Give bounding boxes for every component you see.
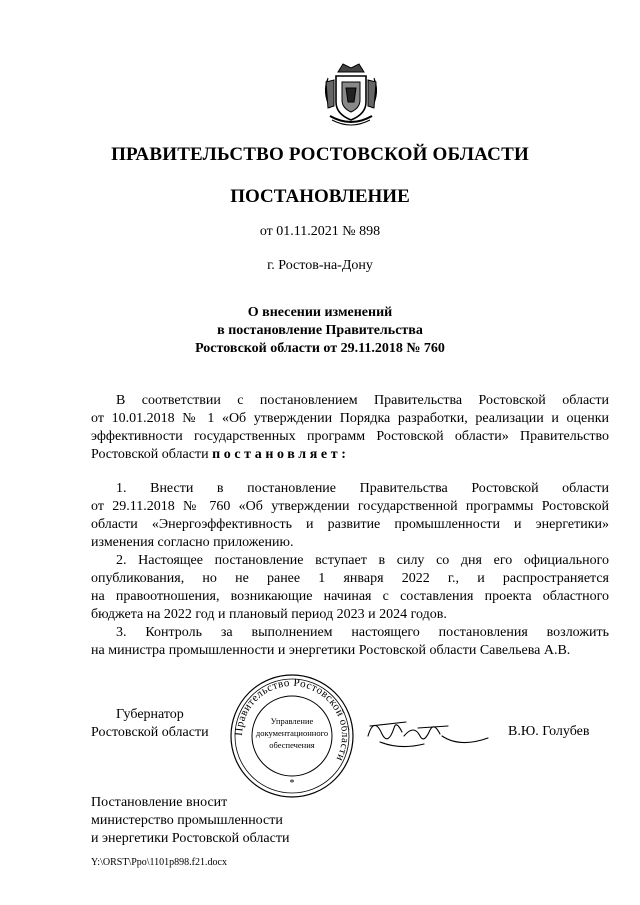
footer-line: Постановление вносит (91, 795, 228, 810)
footer-line: министерство промышленности (91, 813, 283, 828)
subject-line: в постановление Правительства (217, 323, 423, 338)
resolution-word: постановляет: (212, 447, 350, 462)
item-1-paragraph (91, 480, 609, 552)
submitted-by-note (91, 794, 289, 848)
document-type: ПОСТАНОВЛЕНИЕ (230, 186, 410, 207)
item-3-paragraph (91, 624, 609, 660)
position-line: Ростовской области (91, 725, 209, 740)
governor-name: В.Ю. Голубев (508, 724, 590, 739)
stamp-inner-line: Управление (270, 716, 314, 726)
preamble-last-prefix: Ростовской области (91, 447, 213, 462)
document-date-number: от 01.11.2021 № 898 (259, 224, 381, 239)
file-path: Y:\ORST\Ppo\1101p898.f21.docx (91, 857, 227, 868)
item-line: 1. Внести в постановление Правительства Ростовской области (116, 481, 609, 496)
stamp-inner-line: документационного (255, 728, 329, 738)
preamble-line: эффективности государственных программ Ростовской области» Правительство (91, 429, 609, 444)
government-title: ПРАВИТЕЛЬСТВО РОСТОВСКОЙ ОБЛАСТИ (111, 144, 529, 165)
document-subject (0, 304, 640, 358)
stamp-star: * (289, 778, 295, 789)
item-line: области «Энергоэффективность и развитие промышленности и энергетики» (91, 517, 609, 532)
preamble-line: В соответствии с постановлением Правительства Ростовской области (116, 393, 609, 408)
item-line: от 29.11.2018 № 760 «Об утверждении государственной программы Ростовской (91, 499, 609, 514)
stamp-inner-line: обеспечения (269, 740, 315, 750)
item-line: бюджета на 2022 год и плановый период 2023 и 2024 годов. (91, 607, 447, 622)
official-stamp (228, 672, 356, 800)
position-line: Губернатор (116, 707, 184, 722)
subject-line: Ростовской области от 29.11.2018 № 760 (195, 341, 445, 356)
preamble-line: от 10.01.2018 № 1 «Об утверждении Порядка разработки, реализации и оценки (91, 411, 609, 426)
item-line: на правоотношения, возникающие начиная с составления проекта областного (91, 589, 609, 604)
item-2-paragraph (91, 552, 609, 624)
coat-of-arms-emblem (316, 58, 386, 128)
preamble-line (91, 446, 609, 464)
item-line: 2. Настоящее постановление вступает в силу со дня его официального (116, 553, 609, 568)
preamble-paragraph (91, 392, 609, 464)
handwritten-signature (360, 706, 500, 756)
item-line: 3. Контроль за выполнением настоящего постановления возложить (116, 625, 609, 640)
subject-line: О внесении изменений (247, 305, 393, 320)
signatory-position (91, 706, 209, 742)
item-line: изменения согласно приложению. (91, 535, 294, 550)
item-line: на министра промышленности и энергетики Ростовской области Савельева А.В. (91, 643, 571, 658)
footer-line: и энергетики Ростовской области (91, 831, 290, 846)
stamp-outer-text: Правительство Ростовской области (232, 676, 352, 764)
item-line: опубликования, но не ранее 1 января 2022 г., и распространяется (91, 571, 609, 586)
document-city: г. Ростов-на-Дону (267, 258, 373, 273)
